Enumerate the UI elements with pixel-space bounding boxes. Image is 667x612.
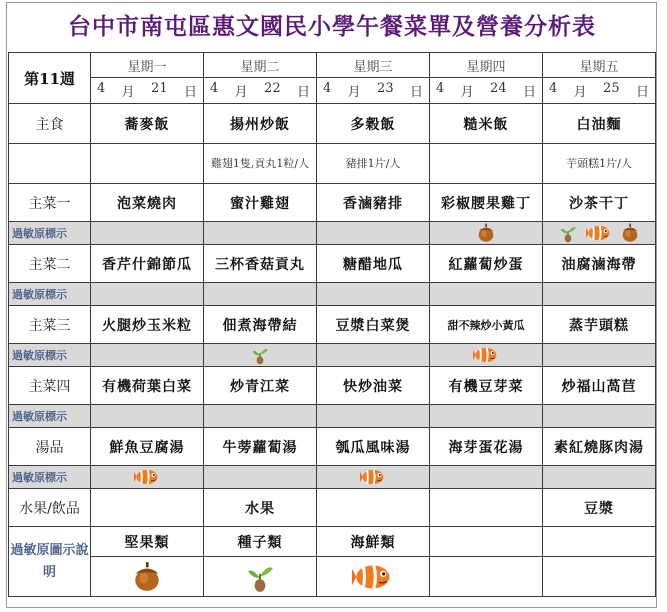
side-label-empty — [9, 144, 91, 184]
main3-dish: 佃煮海帶結 — [204, 306, 317, 344]
main3-allergen-cell — [430, 344, 543, 367]
main4-allergen-cell — [91, 405, 204, 428]
main4-dish: 炒福山萵苣 — [543, 367, 656, 405]
staple-side-note: 豬排1片/人 — [317, 144, 430, 184]
soup-dish: 牛蒡蘿蔔湯 — [204, 428, 317, 466]
date-month-unit: 月 — [460, 85, 474, 100]
allergen-row-label: 過敏原標示 — [9, 222, 91, 245]
day-name: 星期五 — [543, 53, 656, 78]
soup-dish: 瓠瓜風味湯 — [317, 428, 430, 466]
legend-empty — [430, 527, 543, 557]
week-label: 第11週 — [9, 53, 91, 104]
main4-dish: 有機荷葉白菜 — [91, 367, 204, 405]
day-name: 星期二 — [204, 53, 317, 78]
legend-text: 堅果類 — [91, 527, 204, 557]
main1-dish: 彩椒腰果雞丁 — [430, 184, 543, 222]
date-month: 4 — [210, 81, 219, 96]
fish-icon — [360, 467, 386, 487]
date-month: 4 — [97, 81, 106, 96]
main4-dish: 快炒油菜 — [317, 367, 430, 405]
main2-allergen-cell — [543, 283, 656, 306]
row-label-staple: 主食 — [9, 104, 91, 144]
staple-side-note: 雞翅1隻,貢丸1粒/人 — [204, 144, 317, 184]
staple-side-note: 芋頭糕1片/人 — [543, 144, 656, 184]
main2-allergen-cell — [317, 283, 430, 306]
date-cell — [91, 78, 204, 104]
date-cell — [543, 78, 656, 104]
main1-allergen-cell — [91, 222, 204, 245]
allergen-row-label: 過敏原標示 — [9, 466, 91, 489]
date-day-unit: 日 — [635, 85, 649, 100]
fruit-dish — [91, 489, 204, 527]
main1-dish: 泡菜燒肉 — [91, 184, 204, 222]
main1-allergen-cell — [317, 222, 430, 245]
seed-icon — [250, 345, 270, 365]
soup-allergen-cell — [543, 466, 656, 489]
date-month-unit: 月 — [234, 85, 248, 100]
main3-dish: 蒸芋頭糕 — [543, 306, 656, 344]
legend-text: 海鮮類 — [317, 527, 430, 557]
staple-dish: 揚州炒飯 — [204, 104, 317, 144]
main1-allergen-cell — [430, 222, 543, 245]
nut-icon — [131, 561, 163, 593]
soup-dish: 鮮魚豆腐湯 — [91, 428, 204, 466]
soup-allergen-cell — [204, 466, 317, 489]
legend-text: 種子類 — [204, 527, 317, 557]
staple-dish: 蕎麥飯 — [91, 104, 204, 144]
main3-dish: 火腿炒玉米粒 — [91, 306, 204, 344]
legend-icon-cell — [91, 557, 204, 597]
date-cell — [317, 78, 430, 104]
day-name: 星期一 — [91, 53, 204, 78]
seed-icon — [558, 223, 578, 243]
main4-allergen-cell — [543, 405, 656, 428]
main2-dish: 香芹什錦節瓜 — [91, 245, 204, 283]
fish-icon — [473, 345, 499, 365]
date-month-unit: 月 — [121, 85, 135, 100]
date-day-unit: 日 — [409, 85, 423, 100]
soup-dish: 海芽蛋花湯 — [430, 428, 543, 466]
legend-empty — [430, 557, 543, 597]
row-label-main3: 主菜三 — [9, 306, 91, 344]
date-day: 21 — [151, 81, 168, 96]
day-name: 星期四 — [430, 53, 543, 78]
main4-allergen-cell — [430, 405, 543, 428]
main2-allergen-cell — [91, 283, 204, 306]
nut-icon — [476, 223, 496, 243]
main1-allergen-cell — [543, 222, 656, 245]
allergen-row-label: 過敏原標示 — [9, 405, 91, 428]
main3-dish: 豆漿白菜煲 — [317, 306, 430, 344]
date-day: 22 — [264, 81, 281, 96]
date-day: 25 — [603, 81, 620, 96]
main4-dish: 有機豆芽菜 — [430, 367, 543, 405]
fruit-dish — [317, 489, 430, 527]
main1-dish: 沙茶干丁 — [543, 184, 656, 222]
legend-empty — [543, 557, 656, 597]
main2-dish: 紅蘿蔔炒蛋 — [430, 245, 543, 283]
staple-side-note — [91, 144, 204, 184]
staple-side-note — [430, 144, 543, 184]
main4-allergen-cell — [204, 405, 317, 428]
soup-allergen-cell — [430, 466, 543, 489]
main2-allergen-cell — [204, 283, 317, 306]
legend-icon-cell — [204, 557, 317, 597]
date-day: 24 — [490, 81, 507, 96]
staple-dish: 糙米飯 — [430, 104, 543, 144]
day-name: 星期三 — [317, 53, 430, 78]
soup-allergen-cell — [317, 466, 430, 489]
main3-allergen-cell — [91, 344, 204, 367]
main2-allergen-cell — [430, 283, 543, 306]
row-label-main1: 主菜一 — [9, 184, 91, 222]
fruit-dish: 豆漿 — [543, 489, 656, 527]
main3-allergen-cell — [204, 344, 317, 367]
date-day-unit: 日 — [296, 85, 310, 100]
fruit-dish: 水果 — [204, 489, 317, 527]
fruit-dish — [430, 489, 543, 527]
allergen-row-label: 過敏原標示 — [9, 344, 91, 367]
row-label-main2: 主菜二 — [9, 245, 91, 283]
row-label-soup: 湯品 — [9, 428, 91, 466]
main3-dish: 甜不辣炒小黃瓜 — [430, 306, 543, 344]
nut-icon — [620, 223, 640, 243]
soup-dish: 素紅燒豚肉湯 — [543, 428, 656, 466]
date-month: 4 — [436, 81, 445, 96]
staple-dish: 多穀飯 — [317, 104, 430, 144]
allergen-row-label: 過敏原標示 — [9, 283, 91, 306]
main1-dish: 蜜汁雞翅 — [204, 184, 317, 222]
main4-dish: 炒青江菜 — [204, 367, 317, 405]
main2-dish: 油腐滷海帶 — [543, 245, 656, 283]
main1-allergen-cell — [204, 222, 317, 245]
main2-dish: 三杯香菇貢丸 — [204, 245, 317, 283]
date-month: 4 — [549, 81, 558, 96]
row-label-main4: 主菜四 — [9, 367, 91, 405]
legend-label: 過敏原圖示說明 — [9, 527, 91, 597]
soup-allergen-cell — [91, 466, 204, 489]
fish-icon — [586, 223, 612, 243]
main1-dish: 香滷豬排 — [317, 184, 430, 222]
legend-icon-cell — [317, 557, 430, 597]
date-day-unit: 日 — [183, 85, 197, 100]
main3-allergen-cell — [317, 344, 430, 367]
date-day: 23 — [377, 81, 394, 96]
main2-dish: 糖醋地瓜 — [317, 245, 430, 283]
seed-icon — [244, 561, 276, 593]
main3-allergen-cell — [543, 344, 656, 367]
menu-table — [8, 52, 656, 597]
page-title: 台中市南屯區惠文國民小學午餐菜單及營養分析表 — [68, 13, 596, 40]
legend-empty — [543, 527, 656, 557]
row-label-fruit: 水果/飲品 — [9, 489, 91, 527]
date-month: 4 — [323, 81, 332, 96]
date-month-unit: 月 — [573, 85, 587, 100]
date-month-unit: 月 — [347, 85, 361, 100]
fish-icon — [134, 467, 160, 487]
main4-allergen-cell — [317, 405, 430, 428]
date-cell — [430, 78, 543, 104]
staple-dish: 白油麵 — [543, 104, 656, 144]
date-day-unit: 日 — [522, 85, 536, 100]
fish-icon — [352, 561, 394, 593]
date-cell — [204, 78, 317, 104]
